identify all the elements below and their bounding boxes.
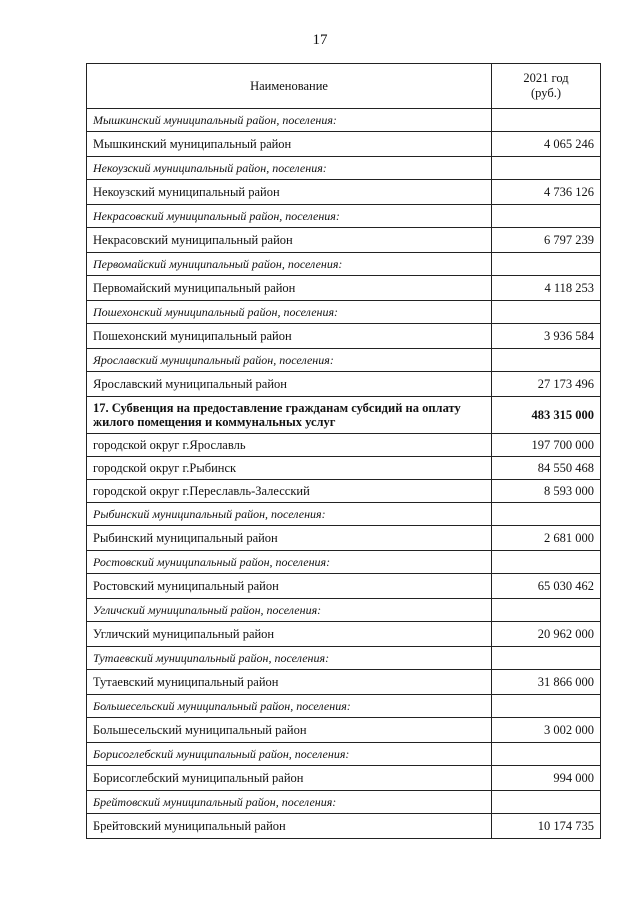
- header-row: [87, 64, 601, 109]
- row-name: Мышкинский муниципальный район: [87, 132, 492, 157]
- row-name: Борисоглебский муниципальный район: [87, 766, 492, 791]
- row-amount: [492, 253, 601, 276]
- table-row: [87, 276, 601, 301]
- table-row: [87, 743, 601, 766]
- table-row: [87, 228, 601, 253]
- table-row: [87, 695, 601, 718]
- row-amount: 20 962 000: [492, 622, 601, 647]
- row-amount: [492, 157, 601, 180]
- row-amount: [492, 205, 601, 228]
- row-name: Ярославский муниципальный район: [87, 372, 492, 397]
- table-row: [87, 647, 601, 670]
- row-name: Ростовский муниципальный район: [87, 574, 492, 599]
- row-name: Тутаевский муниципальный район, поселения:: [87, 647, 492, 670]
- row-amount: 27 173 496: [492, 372, 601, 397]
- table-row: [87, 766, 601, 791]
- table-row: [87, 814, 601, 839]
- table-row: [87, 132, 601, 157]
- row-name: Некрасовский муниципальный район, поселения:: [87, 205, 492, 228]
- table-row: [87, 457, 601, 480]
- row-name: Рыбинский муниципальный район: [87, 526, 492, 551]
- header-amount-year: 2021 год: [523, 71, 569, 85]
- row-name: Некоузский муниципальный район, поселения:: [87, 157, 492, 180]
- table-row: [87, 253, 601, 276]
- row-name: Брейтовский муниципальный район: [87, 814, 492, 839]
- row-amount: [492, 743, 601, 766]
- table-row: [87, 503, 601, 526]
- row-amount: 65 030 462: [492, 574, 601, 599]
- table-row: [87, 670, 601, 695]
- table-row: [87, 205, 601, 228]
- row-amount: [492, 791, 601, 814]
- header-name: Наименование: [87, 64, 492, 109]
- row-name: Ростовский муниципальный район, поселения:: [87, 551, 492, 574]
- row-amount: 3 002 000: [492, 718, 601, 743]
- row-name: Первомайский муниципальный район: [87, 276, 492, 301]
- row-name: Угличский муниципальный район: [87, 622, 492, 647]
- row-name: Пошехонский муниципальный район: [87, 324, 492, 349]
- table-row: [87, 551, 601, 574]
- table-row: [87, 526, 601, 551]
- table-header: [87, 64, 601, 109]
- row-amount: 197 700 000: [492, 434, 601, 457]
- table-row: [87, 574, 601, 599]
- row-amount: [492, 647, 601, 670]
- row-amount: [492, 301, 601, 324]
- row-name: городской округ г.Переславль-Залесский: [87, 480, 492, 503]
- table-row: [87, 718, 601, 743]
- row-amount: 994 000: [492, 766, 601, 791]
- row-amount: 4 118 253: [492, 276, 601, 301]
- row-name: 17. Субвенция на предоставление гражданам субсидий на оплату жилого помещения и коммунальных услуг: [87, 397, 492, 434]
- header-amount-unit: (руб.): [531, 86, 561, 100]
- row-name: Пошехонский муниципальный район, поселения:: [87, 301, 492, 324]
- row-name: Первомайский муниципальный район, поселения:: [87, 253, 492, 276]
- table-row: [87, 301, 601, 324]
- table-row: [87, 791, 601, 814]
- table-row: [87, 349, 601, 372]
- row-amount: [492, 109, 601, 132]
- table-row: [87, 434, 601, 457]
- row-amount: [492, 695, 601, 718]
- row-amount: 483 315 000: [492, 397, 601, 434]
- row-name: Большесельский муниципальный район: [87, 718, 492, 743]
- page-number: 17: [312, 32, 328, 48]
- table-row: [87, 397, 601, 434]
- row-amount: 10 174 735: [492, 814, 601, 839]
- table-row: [87, 622, 601, 647]
- table-row: [87, 599, 601, 622]
- row-name: Борисоглебский муниципальный район, поселения:: [87, 743, 492, 766]
- row-amount: [492, 551, 601, 574]
- row-amount: [492, 599, 601, 622]
- row-name: Рыбинский муниципальный район, поселения:: [87, 503, 492, 526]
- row-amount: 2 681 000: [492, 526, 601, 551]
- row-name: Угличский муниципальный район, поселения:: [87, 599, 492, 622]
- row-name: Тутаевский муниципальный район: [87, 670, 492, 695]
- row-name: городской округ г.Рыбинск: [87, 457, 492, 480]
- row-name: Ярославский муниципальный район, поселения:: [87, 349, 492, 372]
- row-amount: 31 866 000: [492, 670, 601, 695]
- row-amount: [492, 503, 601, 526]
- row-name: городской округ г.Ярославль: [87, 434, 492, 457]
- table-row: [87, 180, 601, 205]
- row-amount: [492, 349, 601, 372]
- budget-table: [86, 63, 601, 839]
- row-amount: 3 936 584: [492, 324, 601, 349]
- row-amount: 8 593 000: [492, 480, 601, 503]
- row-amount: 4 065 246: [492, 132, 601, 157]
- row-name: Большесельский муниципальный район, поселения:: [87, 695, 492, 718]
- table-body: [87, 109, 601, 839]
- row-amount: 84 550 468: [492, 457, 601, 480]
- row-amount: 6 797 239: [492, 228, 601, 253]
- table-row: [87, 372, 601, 397]
- header-amount: [492, 64, 601, 109]
- row-name: Брейтовский муниципальный район, поселения:: [87, 791, 492, 814]
- table-row: [87, 324, 601, 349]
- table-row: [87, 480, 601, 503]
- row-name: Некоузский муниципальный район: [87, 180, 492, 205]
- table-row: [87, 109, 601, 132]
- row-name: Некрасовский муниципальный район: [87, 228, 492, 253]
- row-amount: 4 736 126: [492, 180, 601, 205]
- row-name: Мышкинский муниципальный район, поселения:: [87, 109, 492, 132]
- table-row: [87, 157, 601, 180]
